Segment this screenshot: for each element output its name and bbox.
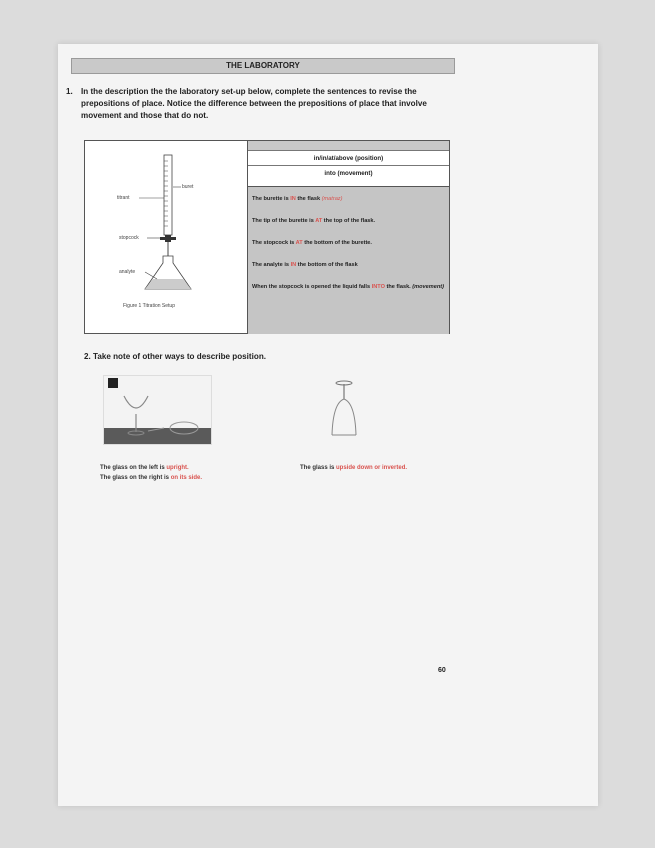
- glasses-illustration: [104, 376, 211, 444]
- caption-left-line-2: [100, 473, 300, 483]
- label-analyte: analyte: [119, 269, 136, 275]
- caption-right-text: The glass is: [300, 465, 337, 471]
- sentence-1-preposition: IN: [290, 196, 296, 202]
- sentence-4-text-end: the bottom of the flask: [296, 262, 358, 268]
- photo-glass-inverted: [300, 375, 390, 445]
- sentence-5-text: When the stopcock is opened the liquid falls: [252, 284, 372, 290]
- table-body: [248, 186, 449, 334]
- table-header: [248, 141, 449, 185]
- sentence-4: [252, 261, 444, 269]
- caption-right-emphasis: upside down or inverted.: [336, 465, 408, 471]
- caption-left-2-emphasis: on its side.: [170, 475, 203, 481]
- sentence-2: [252, 217, 444, 225]
- sentence-3: [252, 239, 444, 247]
- sentence-2-text-end: the top of the flask.: [322, 218, 376, 224]
- caption-left-1-emphasis: upright.: [166, 465, 189, 471]
- label-stopcock: stopcock: [119, 235, 139, 241]
- caption-left: [100, 463, 300, 483]
- header-divider: [248, 165, 449, 166]
- lab-table: [84, 140, 450, 334]
- figure-caption: Figure 1 Titration Setup: [123, 303, 175, 309]
- sentence-3-preposition: AT: [295, 240, 303, 246]
- header-position: in/in/at/above (position): [313, 155, 384, 162]
- question-2: [84, 352, 384, 361]
- sentence-4-preposition: IN: [290, 262, 297, 268]
- sentence-3-text: The stopcock is: [252, 240, 296, 246]
- sentence-1-note: (matraz): [321, 196, 343, 202]
- sentence-5: [252, 283, 444, 291]
- sentence-1: [252, 195, 444, 203]
- sentence-5-note: (movement): [412, 284, 444, 290]
- question-1-text: In the description the the laboratory set-up below, complete the sentences to revise the prepositions of place. Notice the difference between the prepositions of place that involve movement and those that do not.: [81, 87, 427, 120]
- inverted-glass-illustration: [300, 375, 390, 445]
- sentence-1-text-end: the flask: [295, 196, 322, 202]
- label-titrant: titrant: [117, 195, 130, 201]
- caption-right: [300, 463, 500, 473]
- header-strip: [248, 141, 449, 151]
- caption-left-line-1: [100, 463, 300, 473]
- caption-left-2-text: The glass on the right is: [100, 475, 171, 481]
- question-2-text: Take note of other ways to describe position.: [93, 352, 267, 361]
- titration-figure: [85, 141, 248, 333]
- sentence-2-text: The tip of the burette is: [252, 218, 316, 224]
- photo-glasses-upright-and-side: [103, 375, 212, 445]
- page-number: 60: [438, 667, 446, 674]
- label-buret: buret: [182, 184, 194, 190]
- sentence-1-text: The burette is: [252, 196, 291, 202]
- sentence-5-preposition: INTO: [371, 284, 385, 290]
- question-1-number: 1.: [66, 87, 73, 96]
- section-title: THE LABORATORY: [71, 58, 455, 74]
- sentence-2-preposition: AT: [315, 218, 323, 224]
- caption-left-1-text: The glass on the left is: [100, 465, 167, 471]
- sentence-4-text: The analyte is: [252, 262, 291, 268]
- question-2-number: 2.: [84, 352, 91, 361]
- header-movement: into (movement): [324, 170, 373, 177]
- sentence-3-text-end: the bottom of the burette.: [302, 240, 372, 246]
- sentence-5-text-end: the flask.: [384, 284, 413, 290]
